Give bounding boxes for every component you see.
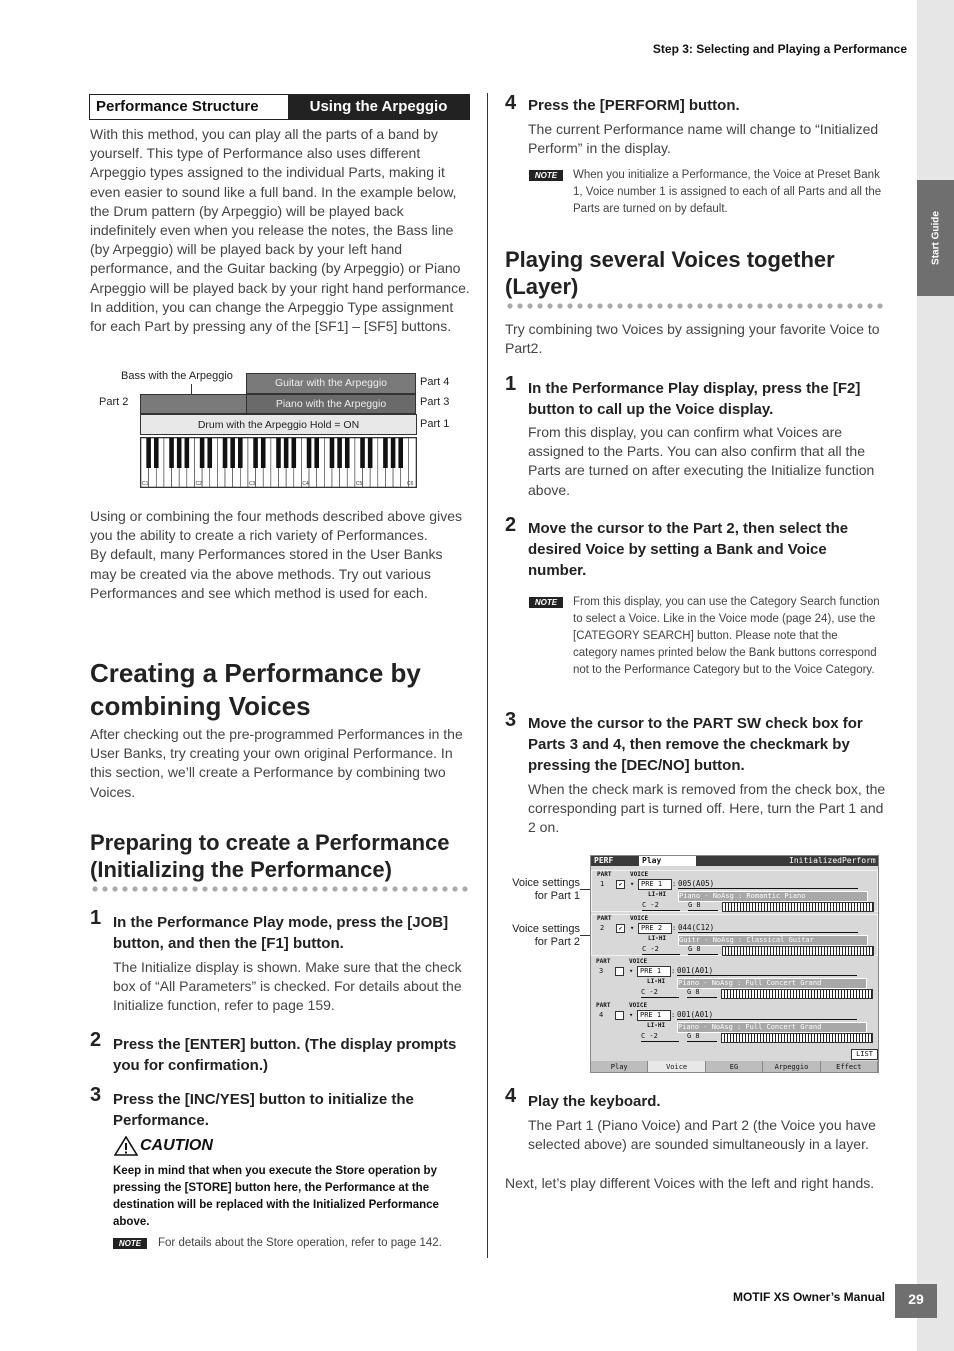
lcd-voice-number[interactable]: 044(C12) — [678, 923, 858, 933]
piano-bar: Piano with the Arpeggio — [246, 394, 416, 414]
step-number: 1 — [90, 907, 102, 929]
intro-text-2: In addition, you can change the Arpeggio Type assignment for each Part by pressing any of the [SF1] – [SF5] buttons. — [90, 298, 454, 335]
keyboard — [140, 437, 417, 488]
note-text: From this display, you can use the Category Search function to select a Voice. Like in the Voice mode (page 24), use the [CATEGORY SEARCH] button. Please note that the category names printed below the Bank buttons correspond not to the Performance Category but to the Voice Category. — [573, 596, 880, 676]
running-head: Step 3: Selecting and Playing a Performance — [652, 42, 907, 56]
lcd-note-high[interactable]: G 8 — [688, 901, 718, 911]
octave-label: C2 — [195, 481, 202, 487]
black-key — [146, 438, 151, 468]
black-key — [330, 438, 335, 468]
lcd-col-lihi: LI-HI — [648, 891, 667, 898]
octave-label: C6 — [407, 481, 414, 487]
heading-playing-layer: Playing several Voices together (Layer) — [505, 247, 835, 299]
warning-icon — [114, 1136, 138, 1156]
step-number: 2 — [505, 514, 517, 536]
lcd-part-number: 1 — [600, 880, 605, 888]
page-number: 29 — [895, 1284, 937, 1318]
black-key — [230, 438, 235, 468]
step-text: Press the [PERFORM] button. — [528, 97, 740, 114]
lcd-tab-bar — [591, 1061, 878, 1073]
lcd-part-switch[interactable] — [615, 1011, 624, 1020]
lcd-screen — [590, 855, 879, 1073]
black-key — [284, 438, 289, 468]
lcd-bank[interactable]: PRE 1 — [638, 879, 672, 890]
step-text: Play the keyboard. — [528, 1093, 661, 1110]
lcd-voice-name: Piano - NoAsg : Full Concert Grand — [677, 978, 867, 989]
side-tab-label: Start Guide — [930, 211, 941, 265]
step-number: 4 — [505, 1085, 517, 1107]
lcd-bank[interactable]: PRE 1 — [637, 1010, 671, 1021]
heading-preparing: Preparing to create a Performance (Initializing the Performance) — [90, 830, 450, 882]
lcd-col-lihi: LI-HI — [647, 1022, 666, 1029]
lcd-note-low[interactable]: C -2 — [642, 901, 680, 911]
lcd-voice-name: Piano - NoAsg : Romantic Piano — [678, 891, 868, 902]
part4-label: Part 4 — [420, 376, 450, 388]
lcd-col-voice: VOICE — [629, 958, 648, 965]
step-text: Press the [ENTER] button. (The display prompts you for confirmation.) — [113, 1036, 457, 1074]
footer-title: MOTIF XS Owner’s Manual — [732, 1290, 885, 1304]
lcd-col-lihi: LI-HI — [647, 978, 666, 985]
lcd-note-low[interactable]: C -2 — [641, 988, 679, 998]
lcd-tab-arpeggio[interactable]: Arpeggio — [763, 1061, 820, 1073]
part1-label: Part 1 — [420, 418, 450, 430]
label-part1-settings: Voice settings for Part 1 — [512, 877, 580, 902]
step-text: Press the [INC/YES] button to initialize the Performance. — [113, 1091, 414, 1129]
lcd-voice-number[interactable]: 001(A01) — [677, 966, 857, 976]
lcd-mini-keyboard — [721, 1033, 873, 1043]
black-key — [345, 438, 350, 468]
lcd-col-part: PART — [597, 915, 612, 922]
octave-label: C1 — [142, 481, 149, 487]
step-number: 3 — [505, 709, 517, 731]
lcd-part-row — [591, 958, 878, 1000]
step-body: The Initialize display is shown. Make sure that the check box of “All Parameters” is checked. For details about the Initialize function, refer to page 159. — [113, 959, 462, 1014]
black-key — [223, 438, 228, 468]
lcd-part-row — [591, 914, 878, 956]
note-icon — [529, 170, 563, 181]
lcd-mini-keyboard — [722, 946, 874, 956]
lcd-note-high[interactable]: G 8 — [687, 988, 717, 998]
lcd-note-high[interactable]: G 8 — [687, 1032, 717, 1042]
black-key — [207, 438, 212, 468]
step-body: The current Performance name will change to “Initialized Perform” in the display. — [528, 121, 879, 157]
heading-creating-performance: Creating a Performance by combining Voices — [90, 658, 421, 721]
lcd-voice-number[interactable]: 005(A05) — [678, 879, 858, 889]
step-text: In the Performance Play display, press the [F2] button to call up the Voice display. — [528, 380, 861, 418]
lcd-col-part: PART — [596, 958, 611, 965]
lcd-title: Play — [639, 856, 696, 866]
tab-using-arpeggio: Using the Arpeggio — [288, 95, 469, 119]
guitar-bar: Guitar with the Arpeggio — [246, 373, 416, 394]
black-key — [169, 438, 174, 468]
dropdown-icon: ▾ — [629, 1011, 634, 1019]
leader-line — [580, 889, 590, 890]
octave-label: C5 — [355, 481, 363, 487]
drum-bar: Drum with the Arpeggio Hold = ON — [140, 414, 417, 435]
creating-body: After checking out the pre-programmed Performances in the User Banks, try creating your own original Performance. In this section, we’ll create a Performance by combining two Voices. — [90, 726, 463, 800]
lcd-col-part: PART — [597, 871, 612, 878]
step-text: Move the cursor to the PART SW check box for Parts 3 and 4, then remove the checkmark by pressing the [DEC/NO] button. — [528, 715, 863, 774]
lcd-col-lihi: LI-HI — [648, 935, 667, 942]
lcd-separator: : — [671, 1011, 676, 1019]
caution-header — [114, 1136, 213, 1156]
note-icon-label: NOTE — [534, 598, 558, 607]
lcd-part-number: 4 — [599, 1011, 604, 1019]
tab-performance-structure: Performance Structure — [96, 98, 259, 115]
heading-dots — [90, 886, 470, 892]
note-icon-label: NOTE — [534, 171, 558, 180]
step-number: 4 — [505, 92, 517, 114]
lcd-part-number: 2 — [600, 924, 605, 932]
label-part2-settings: Voice settings for Part 2 — [512, 923, 580, 948]
white-key — [408, 438, 416, 487]
step-text: Move the cursor to the Part 2, then select the desired Voice by setting a Bank and Voice number. — [528, 520, 849, 579]
part2-label: Part 2 — [99, 396, 129, 408]
lcd-voice-name: Guitr - NoAsg : Classical Guitar — [678, 935, 868, 946]
octave-label: C4 — [302, 481, 309, 487]
dropdown-icon: ▾ — [630, 924, 635, 932]
black-key — [238, 438, 243, 468]
note-text: When you initialize a Performance, the Voice at Preset Bank 1, Voice number 1 is assigned to each of all Parts and all the Parts are turned on by default. — [573, 169, 882, 215]
black-key — [398, 438, 403, 468]
step-number: 1 — [505, 373, 517, 395]
step-text: In the Performance Play mode, press the [JOB] button, and then the [F1] button. — [113, 914, 449, 952]
lcd-bank[interactable]: PRE 1 — [637, 966, 671, 977]
note-icon-label: NOTE — [118, 1239, 142, 1248]
black-key — [253, 438, 258, 468]
dropdown-icon: ▾ — [630, 880, 635, 888]
lcd-separator: : — [672, 880, 677, 888]
black-key — [261, 438, 266, 468]
black-key — [383, 438, 388, 468]
lcd-col-voice: VOICE — [630, 871, 649, 878]
lcd-part-number: 3 — [599, 967, 604, 975]
lcd-voice-name: Piano - NoAsg : Full Concert Grand — [677, 1022, 867, 1033]
black-key — [154, 438, 159, 468]
lcd-note-low[interactable]: C -2 — [641, 1032, 679, 1042]
intro-text: With this method, you can play all the parts of a band by yourself. This type of Performance also uses different Arpeggio types assigned to the individual Parts, making it even easier to sound like a full band. In the example below, the Drum pattern (by Arpeggio) will be played back indefinitely even when you release the notes, the Bass line (by Arpeggio) will be played back by your left hand performance, and the Guitar backing (by Arpeggio) or Piano Arpeggio will be played back by your right hand performance. — [90, 126, 470, 296]
combine-text-2: By default, many Performances stored in the User Banks may be created via the above methods. Try out various Performances and see which method is used for each. — [90, 546, 443, 601]
black-key — [276, 438, 281, 468]
black-key — [200, 438, 205, 468]
lcd-note-low[interactable]: C -2 — [642, 945, 680, 955]
note-icon — [529, 597, 563, 608]
lcd-tab-voice[interactable]: Voice — [648, 1061, 705, 1073]
column-divider — [487, 93, 488, 1258]
keyboard-keys — [141, 438, 416, 487]
caution-text: Keep in mind that when you execute the Store operation by pressing the [STORE] button here, the Performance at the destination will be replaced with the Initialized Performance above. — [113, 1165, 439, 1228]
lcd-part-row — [591, 870, 878, 912]
lcd-header — [591, 856, 878, 866]
lcd-note-high[interactable]: G 8 — [688, 945, 718, 955]
black-key — [185, 438, 190, 468]
combine-paragraph — [90, 507, 470, 603]
black-key — [337, 438, 342, 468]
part3-label: Part 3 — [420, 396, 450, 408]
lcd-col-voice: VOICE — [629, 1002, 648, 1009]
lcd-voice-number[interactable]: 001(A01) — [677, 1010, 857, 1020]
step-body: From this display, you can confirm what Voices are assigned to the Parts. You can also confirm that all the Parts are turned on after executing the Initialize function above. — [528, 424, 875, 498]
lcd-mini-keyboard — [722, 902, 874, 912]
section-tabs — [89, 94, 470, 120]
black-key — [368, 438, 373, 468]
side-tab — [917, 180, 954, 296]
lcd-part-row — [591, 1002, 878, 1044]
note-icon — [113, 1238, 147, 1249]
black-key — [391, 438, 396, 468]
lcd-perf-name: InitializedPerform — [789, 856, 876, 865]
black-key — [307, 438, 312, 468]
bass-bar — [140, 394, 247, 414]
lcd-tab-eg[interactable]: EG — [706, 1061, 763, 1073]
black-key — [177, 438, 182, 468]
black-key — [360, 438, 365, 468]
lcd-mode: PERF — [594, 856, 614, 865]
lcd-separator: : — [672, 924, 677, 932]
step-body: The Part 1 (Piano Voice) and Part 2 (the Voice you have selected above) are sounded simultaneously in a layer. — [528, 1117, 876, 1153]
bass-label: Bass with the Arpeggio — [121, 370, 233, 382]
lcd-tab-effect[interactable]: Effect — [821, 1061, 878, 1073]
step-number: 3 — [90, 1084, 102, 1106]
lcd-list-button[interactable]: LIST — [851, 1049, 878, 1060]
lcd-part-switch[interactable]: ✔ — [616, 880, 625, 889]
closing-text: Next, let’s play different Voices with the left and right hands. — [505, 1175, 875, 1191]
lcd-mini-keyboard — [721, 989, 873, 999]
layer-intro: Try combining two Voices by assigning your favorite Voice to Part2. — [505, 321, 880, 357]
black-key — [314, 438, 319, 468]
step-number: 2 — [90, 1029, 102, 1051]
lcd-tab-play[interactable]: Play — [591, 1061, 648, 1073]
note-text: For details about the Store operation, refer to page 142. — [158, 1237, 442, 1249]
heading-dots — [505, 303, 885, 309]
lcd-bank[interactable]: PRE 2 — [638, 923, 672, 934]
octave-label: C3 — [248, 481, 256, 487]
step-body: When the check mark is removed from the check box, the corresponding part is turned off. Here, turn the Part 1 and 2 on. — [528, 781, 886, 836]
intro-paragraph — [90, 125, 470, 336]
lcd-separator: : — [671, 967, 676, 975]
caution-label: CAUTION — [140, 1137, 213, 1154]
combine-text: Using or combining the four methods described above gives you the ability to create a rich variety of Performances. — [90, 508, 462, 544]
lcd-part-switch[interactable] — [615, 967, 624, 976]
dropdown-icon: ▾ — [629, 967, 634, 975]
black-key — [291, 438, 296, 468]
lcd-col-part: PART — [596, 1002, 611, 1009]
leader-line — [580, 935, 590, 936]
lcd-part-switch[interactable]: ✔ — [616, 924, 625, 933]
lcd-col-voice: VOICE — [630, 915, 649, 922]
